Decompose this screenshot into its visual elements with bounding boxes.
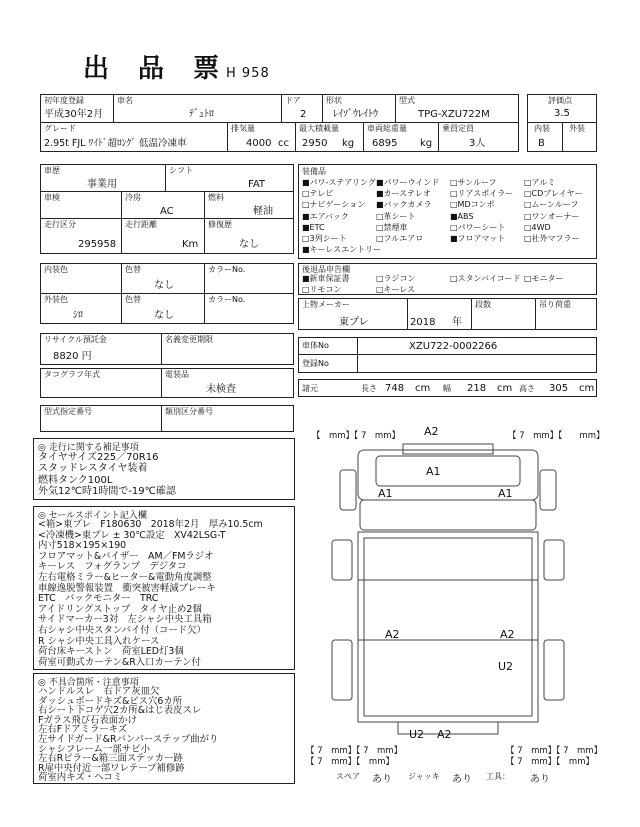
- equipment-item: □パワーシート: [450, 222, 506, 232]
- equipment-item: □4WD: [524, 222, 551, 232]
- dimensions-row: 諸元 長さ 748 cm 幅 218 cm 高さ 305 cm: [298, 379, 597, 397]
- equipment-item: ■パワーウインド: [376, 178, 440, 187]
- name-cell: 車名 ﾃﾞｭﾄﾛ: [113, 94, 282, 123]
- grade-value: 2.95t FJL ﾜｲﾄﾞ超ﾛﾝｸﾞ 低温冷凍車: [44, 138, 187, 149]
- first-reg-cell: 初年度登録 平成30年2月: [40, 94, 114, 123]
- damage-mark: U2: [498, 660, 514, 673]
- interior-grade-value: B: [538, 138, 545, 149]
- listing-number: H 958: [226, 66, 270, 81]
- mileage-value: 295958: [78, 239, 117, 250]
- equipment-item: ■パワ-ステアリング: [302, 178, 376, 187]
- model-value: TPG-XZU722M: [418, 109, 490, 120]
- damage-mark: A2: [500, 628, 515, 641]
- max-load-value: 2950: [302, 138, 328, 149]
- damage-mark: A2: [385, 628, 400, 641]
- equipment-item: □ワンオーナー: [524, 211, 580, 221]
- equipment-item: □革シート: [376, 211, 416, 221]
- e-inspection-value: 未検査: [206, 384, 236, 395]
- aftermarket-item: □ラジコン: [376, 274, 416, 283]
- damage-mark: A2: [437, 728, 452, 741]
- equipment-item: □3列シート: [302, 234, 347, 243]
- spare-value: あり: [372, 774, 392, 785]
- truck-diagram: [298, 440, 598, 740]
- max-load-cell: 最大積載量 2950 kg: [295, 122, 364, 152]
- chassis-number: XZU722-0002266: [409, 341, 498, 352]
- builder-maker: 東プレ: [339, 317, 369, 328]
- repair-value: なし: [239, 239, 259, 250]
- tools-value: あり: [530, 774, 550, 785]
- capacity-value: 3人: [469, 138, 486, 149]
- sales-points: <箱>東プレ F180630 2018年2月 厚み10.5cm <冷凍機>東プレ ± 30℃設定 XV42LSG-T 内寸518×195×190 フロアマット&バイザー AM／FMラジオ キーレス フォグランプ デジタコ 左右電格ミラー&ヒーター&電動角度調整 車線逸脱警報装置 衝突被害軽減ブレーキ ETC バックモニター TRC アイドリングストップ タイヤ止め2個 サイドマーカー3対 左シャシ中央工具箱 右シャシ中央スタンバイ付（コード欠） R シャシ中央工具入れケース 荷台床キーストン 荷室LED灯3個 荷室可動式カーテン&R入口カーテン付: [38, 519, 263, 668]
- running-notes: タイヤサイズ225／70R16 スタッドレスタイヤ装着 燃料タンク100L 外気12℃時1時間で-19℃確認: [38, 452, 176, 497]
- use-value: 事業用: [87, 179, 117, 190]
- ext-color-value: ｼﾛ: [73, 310, 83, 321]
- doors-value: 2: [300, 109, 307, 120]
- fuel-value: 軽油: [253, 206, 273, 217]
- model-cell: 型式 TPG-XZU722M: [395, 94, 519, 123]
- aftermarket-item: ■新車保証書: [302, 274, 350, 283]
- dim-width: 218: [467, 383, 487, 394]
- ac-value: AC: [160, 206, 174, 217]
- aftermarket-item: □キーレス: [376, 285, 416, 294]
- shift-value: FAT: [248, 179, 266, 190]
- builder-year: 2018: [410, 317, 436, 328]
- grade-cell: グレード 2.95t FJL ﾜｲﾄﾞ超ﾛﾝｸﾞ 低温冷凍車: [40, 122, 228, 152]
- equipment-item: □フルエアロ: [376, 234, 424, 243]
- dim-length: 748: [385, 383, 405, 394]
- damage-mark: A1: [378, 487, 393, 500]
- capacity-cell: 乗員定員 3人: [438, 122, 519, 152]
- equipment-item: ■カーステレオ: [376, 189, 431, 199]
- recycle-value: 8820 円: [53, 351, 92, 362]
- displacement-value: 4000: [246, 138, 272, 149]
- equipment-item: ■ETC: [302, 222, 325, 232]
- equipment-item: □テレビ: [302, 189, 334, 199]
- equipment-item: □サンルーフ: [450, 178, 497, 187]
- equipment-item: □ナビゲーション: [302, 200, 366, 210]
- equipment-item: □ムーンルーフ: [524, 200, 579, 210]
- aftermarket-item: □モニター: [524, 274, 564, 283]
- doors-cell: ドア 2: [281, 94, 323, 123]
- aftermarket-item: □スタンバイコード: [450, 274, 521, 283]
- damage-mark: A1: [498, 487, 513, 500]
- defects: ハンドルスレ 右ドア灰皿欠 ダッシュボードキズ&ビス穴6カ所 右シート下コゲ穴2カ所&はじ表皮スレ Fガラス飛び石表面かけ 左右Fドアミラーキズ 左サイドガード&Rバンパーステップ曲がり シャシフレーム一部サビ小 左右Rピラー&箱三面ステッカー跡 R扉中央付近一部ワレテープ補修跡 荷室内キズ・ヘコミ: [38, 686, 219, 784]
- first-reg-value: 平成30年2月: [44, 109, 104, 120]
- gross-weight-value: 6895: [372, 138, 398, 149]
- shape-value: ﾚｲｿﾞｳﾚｲﾄｳ: [333, 109, 378, 120]
- damage-mark: U2: [409, 728, 425, 741]
- equipment-item: □リアスポイラー: [450, 189, 514, 199]
- equipment-item: □社外マフラー: [524, 234, 580, 243]
- equipment-item: ■バックカメラ: [376, 200, 432, 210]
- shape-cell: 形状 ﾚｲｿﾞｳﾚｲﾄｳ: [322, 94, 396, 123]
- jack-value: あり: [452, 774, 472, 785]
- equipment-item: □MDコンポ: [450, 200, 495, 210]
- gross-weight-cell: 車両総重量 6895 kg: [363, 122, 439, 152]
- score-value: 3.5: [554, 108, 570, 119]
- equipment-item: □CDプレイヤー: [524, 189, 583, 199]
- equipment-item: ■エアバック: [302, 211, 349, 221]
- exterior-grade-cell: 外装: [562, 122, 597, 152]
- equipment-item: □アルミ: [524, 178, 556, 187]
- equipment-item: □禁煙車: [376, 222, 408, 232]
- aftermarket-item: □リモコン: [302, 285, 342, 294]
- interior-grade-cell: 内装 B: [527, 122, 563, 152]
- equipment-item: ■ABS: [450, 211, 474, 221]
- equipment-item: ■フロアマット: [450, 234, 506, 243]
- page-title: 出 品 票: [83, 54, 230, 84]
- damage-mark: A1: [426, 465, 441, 478]
- name-value: ﾃﾞｭﾄﾛ: [189, 109, 214, 120]
- score-cell: 評価点 3.5: [527, 94, 597, 123]
- displacement-cell: 排気量 4000 cc: [227, 122, 296, 152]
- dim-height: 305: [549, 383, 569, 394]
- equipment-item: ■キーレスエントリー: [302, 245, 382, 255]
